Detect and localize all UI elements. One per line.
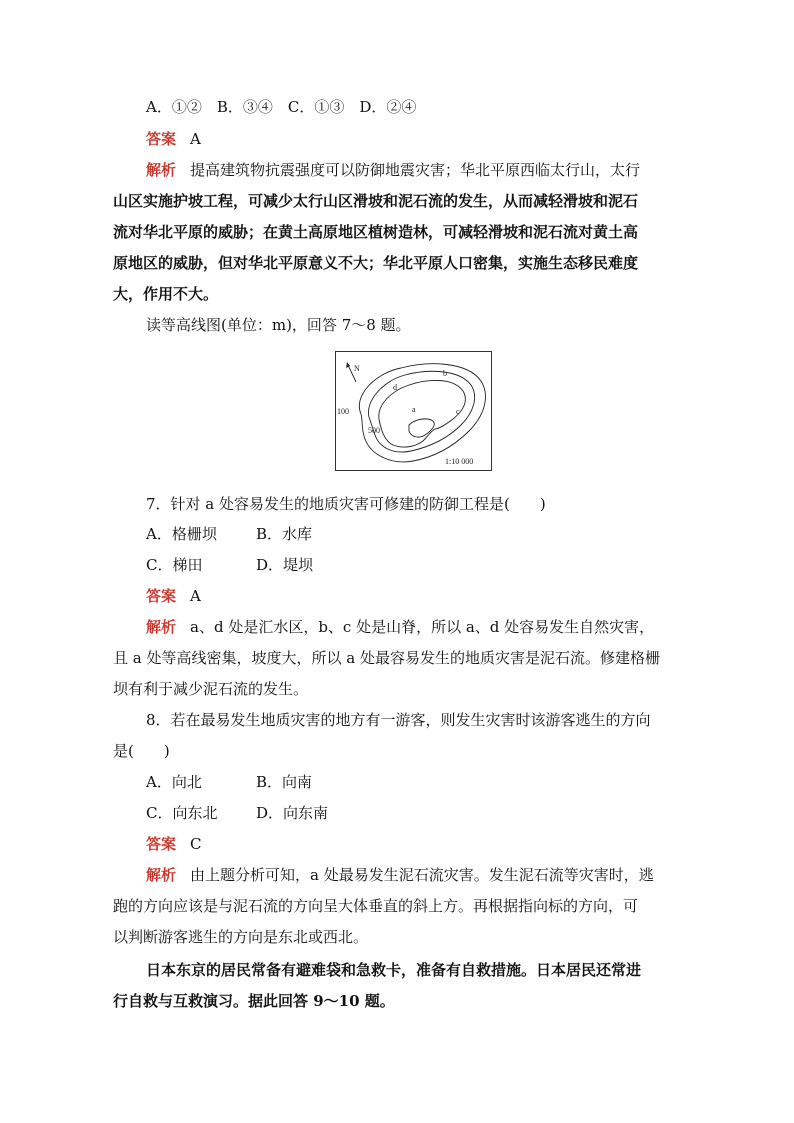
north-label: N <box>354 364 360 373</box>
analysis-label: 解析 <box>146 161 177 179</box>
contour-map-svg <box>335 351 492 471</box>
q7-analysis-line-2: 且 a 处等高线密集，坡度大，所以 a 处最容易发生的地质灾害是泥石流。修建格栅 <box>113 649 660 667</box>
point-label-d: d <box>393 383 397 392</box>
q7-stem: 7．针对 a 处容易发生的地质灾害可修建的防御工程是( ) <box>146 495 546 513</box>
q8-analysis-line-2: 跑的方向应该是与泥石流的方向呈大体垂直的斜上方。再根据指向标的方向，可 <box>113 897 639 915</box>
q8-option-c: C．向东北 <box>146 804 218 822</box>
analysis-label: 解析 <box>146 618 177 636</box>
q7-option-c: C．梯田 <box>146 556 203 574</box>
q7-options-row-1 <box>146 524 721 544</box>
q8-options-row-1 <box>146 772 721 792</box>
contour-label-100: 100 <box>337 407 349 416</box>
q7-analysis-line-1: 解析 a、d 处是汇水区，b、c 处是山脊，所以 a、d 处容易发生自然灾害， <box>146 618 655 636</box>
answer-value: C <box>190 835 202 853</box>
q8-answer <box>146 834 721 854</box>
analysis-label: 解析 <box>146 866 177 884</box>
q8-stem-line-1: 8．若在最易发生地质灾害的地方有一游客，则发生灾害时该游客逃生的方向 <box>146 711 651 729</box>
q6-options: A．①② B．③④ C．①③ D．②④ <box>146 98 417 116</box>
q6-analysis-line-2: 山区实施护坡工程，可减少太行山区滑坡和泥石流的发生，从而减轻滑坡和泥石 <box>113 192 639 210</box>
q8-stem-line-2: 是( ) <box>113 742 170 760</box>
q7-options-row-2 <box>146 555 721 575</box>
q8-options-row-2 <box>146 803 721 823</box>
q8-option-a: A．向北 <box>146 773 202 791</box>
scale-label: 1:10 000 <box>445 457 474 466</box>
q8-analysis-line-1: 解析 由上题分析可知，a 处最易发生泥石流灾害。发生泥石流等灾害时，逃 <box>146 866 654 884</box>
q7-option-a: A．格栅坝 <box>146 525 217 543</box>
answer-label: 答案 <box>146 835 177 853</box>
q6-analysis-line-5: 大，作用不大。 <box>113 285 219 303</box>
q8-analysis-line-3: 以判断游客逃生的方向是东北或西北。 <box>113 928 369 946</box>
q6-analysis-line-4: 原地区的威胁，但对华北平原意义不大；华北平原人口密集，实施生态移民难度 <box>113 254 639 272</box>
answer-label: 答案 <box>146 587 177 605</box>
answer-label: 答案 <box>146 130 177 148</box>
point-label-a: a <box>412 405 416 414</box>
q8-option-b: B．向南 <box>256 773 313 791</box>
q8-option-d: D．向东南 <box>256 804 329 822</box>
answer-value: A <box>190 130 201 148</box>
intro-9-10-line-1: 日本东京的居民常备有避难袋和急救卡，准备有自救措施。日本居民还常进 <box>146 961 642 979</box>
point-label-c: c <box>456 407 460 416</box>
contour-map-figure <box>335 351 492 471</box>
q6-analysis-line-3: 流对华北平原的威胁；在黄土高原地区植树造林，可减轻滑坡和泥石流对黄土高 <box>113 223 639 241</box>
q7-answer <box>146 586 721 606</box>
answer-value: A <box>190 587 201 605</box>
contour-label-500: 500 <box>368 426 380 435</box>
q7-analysis-line-3: 坝有利于减少泥石流的发生。 <box>113 680 309 698</box>
q6-analysis-line-1: 解析 提高建筑物抗震强度可以防御地震灾害；华北平原西临太行山，太行 <box>146 161 641 179</box>
q7-option-b: B．水库 <box>256 525 313 543</box>
intro-7-8: 读等高线图(单位：m)，回答 7～8 题。 <box>146 316 411 334</box>
q7-option-d: D．堤坝 <box>256 556 314 574</box>
q6-answer <box>146 129 721 149</box>
intro-9-10-line-2: 行自救与互救演习。据此回答 9～10 题。 <box>113 992 395 1010</box>
point-label-b: b <box>443 369 447 378</box>
